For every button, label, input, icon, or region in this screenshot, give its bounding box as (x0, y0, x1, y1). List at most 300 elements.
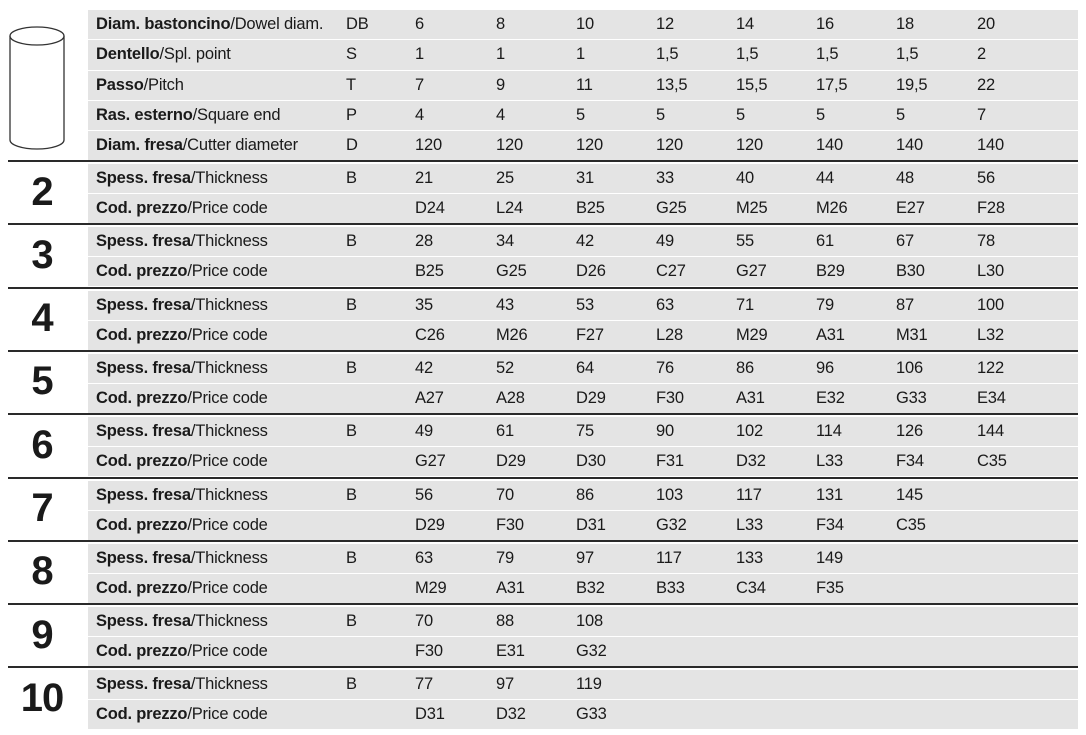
row-label-bold: Spess. fresa (96, 548, 191, 567)
cell-value: 63 (415, 548, 433, 567)
cell-value: D26 (576, 262, 606, 281)
row-label-bold: Spess. fresa (96, 422, 191, 441)
cell-value: 42 (415, 358, 433, 377)
table-cell (736, 257, 767, 286)
table-row (88, 131, 1078, 161)
table-cell (656, 10, 674, 39)
table-cell (656, 447, 684, 476)
row-label-english: /Thickness (190, 232, 268, 251)
table-cell (816, 194, 848, 223)
row-label-english: /Square end (192, 106, 281, 125)
table-cell (496, 384, 525, 413)
table-cell (415, 40, 424, 69)
cell-value: 5 (816, 106, 825, 125)
table-cell (896, 257, 925, 286)
symbol-value: B (346, 358, 357, 377)
table-cell (496, 227, 514, 256)
cell-value: D32 (736, 452, 766, 471)
row-label-bold: Diam. bastoncino (96, 15, 231, 34)
row-label-english: /Price code (187, 199, 268, 217)
table-cell (415, 321, 445, 350)
table-cell (896, 384, 927, 413)
table-cell (415, 574, 447, 603)
symbol-value: B (346, 485, 357, 504)
table-cell (896, 417, 923, 446)
price-code-row (88, 700, 1078, 729)
cell-value: E34 (977, 388, 1006, 407)
cell-value: 140 (977, 136, 1004, 155)
cell-value: 87 (896, 295, 914, 314)
table-cell (896, 194, 925, 223)
cell-value: D31 (415, 705, 445, 724)
specification-header-table (88, 10, 1078, 161)
cell-value: 12 (656, 15, 674, 34)
cell-value: 106 (896, 358, 923, 377)
table-cell (415, 700, 445, 729)
cell-value: F34 (896, 452, 924, 471)
cell-value: L30 (977, 262, 1004, 281)
table-cell (496, 10, 505, 39)
table-cell (576, 354, 594, 383)
row-label-english: /Price code (187, 515, 268, 534)
cell-value: 7 (415, 75, 424, 94)
cell-value: 90 (656, 422, 674, 441)
table-cell (816, 227, 834, 256)
symbol-value: B (346, 612, 357, 631)
table-cell (816, 10, 834, 39)
row-label (96, 40, 231, 69)
cell-value: 22 (977, 75, 995, 94)
cell-value: F31 (656, 452, 684, 471)
table-cell (496, 417, 514, 446)
table-cell (415, 257, 444, 286)
cell-value: G32 (656, 515, 687, 534)
thickness-row (88, 164, 1078, 194)
row-label (96, 447, 268, 476)
row-label-english: /Cutter diameter (182, 136, 298, 155)
symbol-value: S (346, 45, 357, 64)
group-number: 9 (31, 612, 53, 657)
cell-value: 9 (496, 75, 505, 94)
cell-value: 56 (415, 485, 433, 504)
row-symbol (346, 227, 357, 256)
row-label-bold: Spess. fresa (96, 169, 191, 187)
row-label-bold: Spess. fresa (96, 612, 191, 631)
row-label-bold: Passo (96, 75, 144, 94)
symbol-value: T (346, 75, 356, 94)
cell-value: 140 (816, 136, 843, 155)
cell-value: M26 (816, 199, 848, 217)
table-cell (736, 321, 768, 350)
row-label-english: /Price code (187, 262, 268, 281)
cell-value: 42 (576, 232, 594, 251)
table-cell (896, 481, 923, 510)
cell-value: C27 (656, 262, 686, 281)
cell-value: 79 (816, 295, 834, 314)
table-cell (736, 164, 754, 193)
price-code-row (88, 257, 1078, 286)
cell-value: F30 (656, 388, 684, 407)
symbol-value: B (346, 232, 357, 251)
price-code-row (88, 447, 1078, 476)
cell-value: 52 (496, 358, 514, 377)
price-code-row (88, 574, 1078, 603)
cell-value: 75 (576, 422, 594, 441)
table-cell (415, 417, 433, 446)
cell-value: 120 (415, 136, 442, 155)
table-cell (415, 194, 445, 223)
table-cell (496, 574, 525, 603)
cell-value: F34 (816, 515, 844, 534)
price-code-row (88, 637, 1078, 666)
table-cell (736, 227, 754, 256)
table-cell (816, 511, 844, 540)
table-cell (496, 670, 514, 699)
cell-value: G25 (496, 262, 527, 281)
cell-value: 1,5 (736, 45, 759, 64)
cell-value: 31 (576, 169, 594, 187)
row-label-english: /Pitch (143, 75, 184, 94)
cell-value: 1 (496, 45, 505, 64)
row-label (96, 354, 268, 383)
price-code-row (88, 511, 1078, 540)
table-cell (415, 291, 433, 320)
table-cell (576, 481, 594, 510)
table-cell (496, 481, 514, 510)
table-cell (656, 354, 674, 383)
table-cell (977, 384, 1006, 413)
row-symbol (346, 607, 357, 636)
row-label (96, 227, 268, 256)
table-cell (816, 354, 834, 383)
table-cell (576, 637, 607, 666)
row-label-bold: Ras. esterno (96, 106, 193, 125)
table-row (88, 71, 1078, 101)
group-divider (8, 287, 1078, 289)
cell-value: 25 (496, 169, 514, 187)
table-cell (736, 101, 745, 130)
cell-value: 53 (576, 295, 594, 314)
table-cell (736, 291, 754, 320)
row-label-english: /Price code (187, 705, 268, 724)
cell-value: 114 (816, 422, 842, 441)
symbol-value: B (346, 675, 357, 694)
cell-value: 120 (656, 136, 683, 155)
cell-value: F30 (496, 515, 524, 534)
group-block (0, 287, 1078, 349)
row-label-english: /Price code (187, 325, 268, 344)
row-label-english: /Price code (187, 452, 268, 471)
cell-value: 63 (656, 295, 674, 314)
cell-value: 49 (415, 422, 433, 441)
table-cell (415, 447, 446, 476)
table-cell (977, 417, 1004, 446)
row-symbol (346, 40, 357, 69)
row-label-english: /Thickness (190, 358, 268, 377)
table-cell (736, 40, 758, 69)
thickness-row (88, 291, 1078, 321)
table-cell (736, 481, 762, 510)
row-label-bold: Cod. prezzo (96, 515, 188, 534)
group-block (0, 160, 1078, 222)
cell-value: L33 (816, 452, 843, 471)
table-cell (496, 354, 514, 383)
table-cell (656, 291, 674, 320)
symbol-value: D (346, 136, 358, 155)
row-symbol (346, 670, 357, 699)
table-cell (816, 291, 834, 320)
cell-value: D31 (576, 515, 606, 534)
table-cell (896, 71, 927, 100)
cell-value: E32 (816, 388, 845, 407)
group-block (0, 350, 1078, 412)
cell-value: D30 (576, 452, 606, 471)
table-cell (415, 511, 445, 540)
cell-value: 1,5 (896, 45, 919, 64)
cell-value: 55 (736, 232, 754, 251)
cell-value: 79 (496, 548, 514, 567)
table-cell (816, 544, 843, 573)
cell-value: G27 (415, 452, 446, 471)
price-code-row (88, 384, 1078, 413)
cell-value: 43 (496, 295, 514, 314)
table-cell (496, 544, 514, 573)
table-row (88, 10, 1078, 40)
cell-value: G27 (736, 262, 767, 281)
table-cell (896, 40, 918, 69)
cell-value: C35 (896, 515, 926, 534)
table-cell (656, 71, 687, 100)
table-cell (896, 10, 914, 39)
cell-value: M25 (736, 199, 768, 217)
group-number: 4 (31, 296, 53, 341)
group-divider (8, 477, 1078, 479)
table-cell (816, 164, 834, 193)
table-cell (496, 164, 514, 193)
table-cell (896, 511, 926, 540)
cell-value: 88 (496, 612, 514, 631)
cell-value: C34 (736, 578, 766, 597)
cell-value: 1 (415, 45, 424, 64)
table-cell (816, 40, 838, 69)
table-cell (576, 257, 606, 286)
cell-value: 14 (736, 15, 754, 34)
table-cell (415, 544, 433, 573)
table-cell (736, 194, 768, 223)
cell-value: 21 (415, 169, 433, 187)
table-cell (736, 544, 763, 573)
row-label-bold: Cod. prezzo (96, 388, 188, 407)
row-label (96, 257, 268, 286)
table-cell (977, 321, 1004, 350)
symbol-value: B (346, 548, 357, 567)
cell-value: 78 (977, 232, 995, 251)
table-cell (656, 101, 665, 130)
cell-value: M29 (415, 578, 447, 597)
table-cell (896, 291, 914, 320)
cell-value: 64 (576, 358, 594, 377)
table-cell (896, 447, 924, 476)
cell-value: B32 (576, 578, 605, 597)
cell-value: F28 (977, 199, 1005, 217)
row-label-english: /Thickness (190, 548, 268, 567)
price-code-row (88, 321, 1078, 350)
table-cell (977, 227, 995, 256)
cell-value: D29 (496, 452, 526, 471)
thickness-row (88, 544, 1078, 574)
cell-value: 10 (576, 15, 594, 34)
cell-value: A27 (415, 388, 444, 407)
table-cell (576, 544, 594, 573)
row-label (96, 101, 280, 130)
table-cell (736, 10, 754, 39)
cell-value: 145 (896, 485, 923, 504)
table-cell (576, 384, 606, 413)
cell-value: B25 (576, 199, 605, 217)
row-symbol (346, 101, 357, 130)
cell-value: E31 (496, 642, 525, 661)
cell-value: 67 (896, 232, 914, 251)
row-label-bold: Cod. prezzo (96, 262, 188, 281)
cell-value: 97 (496, 675, 514, 694)
cell-value: 76 (656, 358, 674, 377)
cell-value: D29 (576, 388, 606, 407)
cell-value: 117 (656, 548, 682, 567)
row-label-bold: Spess. fresa (96, 295, 191, 314)
row-label-english: /Price code (187, 578, 268, 597)
table-cell (736, 71, 767, 100)
cell-value: 5 (656, 106, 665, 125)
table-cell (896, 101, 905, 130)
row-label-english: /Thickness (190, 422, 268, 441)
table-cell (977, 194, 1005, 223)
table-cell (977, 291, 1004, 320)
thickness-row (88, 354, 1078, 384)
row-label-english: /Dowel diam. (230, 15, 324, 34)
thickness-row (88, 227, 1078, 257)
cell-value: 1,5 (816, 45, 839, 64)
cell-value: 71 (736, 295, 754, 314)
group-number: 8 (31, 549, 53, 594)
table-cell (576, 71, 593, 100)
table-cell (896, 131, 923, 160)
row-label-bold: Cod. prezzo (96, 705, 188, 724)
table-cell (977, 447, 1007, 476)
cell-value: 122 (977, 358, 1004, 377)
table-cell (977, 164, 995, 193)
symbol-value: B (346, 422, 357, 441)
row-label (96, 574, 268, 603)
row-label-bold: Cod. prezzo (96, 325, 188, 344)
table-cell (656, 384, 684, 413)
table-cell (415, 227, 433, 256)
row-label-bold: Spess. fresa (96, 485, 191, 504)
cell-value: L24 (496, 199, 523, 217)
table-cell (977, 257, 1004, 286)
table-cell (415, 670, 433, 699)
table-cell (576, 607, 603, 636)
table-cell (816, 481, 843, 510)
cell-value: 5 (896, 106, 905, 125)
table-cell (736, 511, 763, 540)
row-label (96, 637, 268, 666)
row-label (96, 291, 268, 320)
row-label-bold: Spess. fresa (96, 232, 191, 251)
table-cell (576, 227, 594, 256)
symbol-value: B (346, 169, 357, 187)
table-cell (415, 10, 424, 39)
table-cell (415, 131, 442, 160)
cell-value: F35 (816, 578, 844, 597)
row-label (96, 481, 268, 510)
cell-value: G33 (896, 388, 927, 407)
row-label (96, 544, 268, 573)
cell-value: 48 (896, 169, 914, 187)
cell-value: F27 (576, 325, 604, 344)
table-row (88, 40, 1078, 70)
table-cell (977, 131, 1004, 160)
table-cell (736, 417, 763, 446)
cell-value: 40 (736, 169, 754, 187)
table-cell (576, 670, 602, 699)
cell-value: 100 (977, 295, 1004, 314)
cell-value: 140 (896, 136, 923, 155)
cell-value: 34 (496, 232, 514, 251)
cell-value: 49 (656, 232, 674, 251)
table-cell (977, 40, 986, 69)
group-divider (8, 223, 1078, 225)
row-label-english: /Thickness (190, 295, 268, 314)
cell-value: G25 (656, 199, 687, 217)
group-divider (8, 540, 1078, 542)
row-label (96, 607, 268, 636)
cell-value: A31 (816, 325, 845, 344)
cell-value: 144 (977, 422, 1004, 441)
row-label-english: /Price code (187, 642, 268, 661)
cell-value: 35 (415, 295, 433, 314)
cell-value: 120 (736, 136, 763, 155)
table-cell (496, 637, 525, 666)
group-number: 6 (31, 422, 53, 467)
row-label-bold: Spess. fresa (96, 358, 191, 377)
table-cell (576, 101, 585, 130)
table-cell (576, 700, 607, 729)
table-cell (736, 131, 763, 160)
table-cell (816, 384, 845, 413)
row-label-english: /Thickness (190, 485, 268, 504)
table-cell (656, 321, 683, 350)
table-cell (736, 354, 754, 383)
row-label-bold: Spess. fresa (96, 675, 191, 694)
table-cell (576, 10, 594, 39)
table-cell (576, 447, 606, 476)
cell-value: B29 (816, 262, 845, 281)
table-cell (415, 637, 443, 666)
table-cell (496, 40, 505, 69)
table-cell (576, 164, 594, 193)
cell-value: L28 (656, 325, 683, 344)
table-cell (656, 544, 682, 573)
table-cell (896, 164, 914, 193)
cell-value: 1,5 (656, 45, 679, 64)
table-cell (576, 291, 594, 320)
row-label (96, 700, 268, 729)
table-cell (656, 481, 683, 510)
table-cell (977, 354, 1004, 383)
cell-value: 33 (656, 169, 674, 187)
cell-value: 119 (576, 675, 602, 694)
cell-value: 11 (576, 75, 593, 94)
